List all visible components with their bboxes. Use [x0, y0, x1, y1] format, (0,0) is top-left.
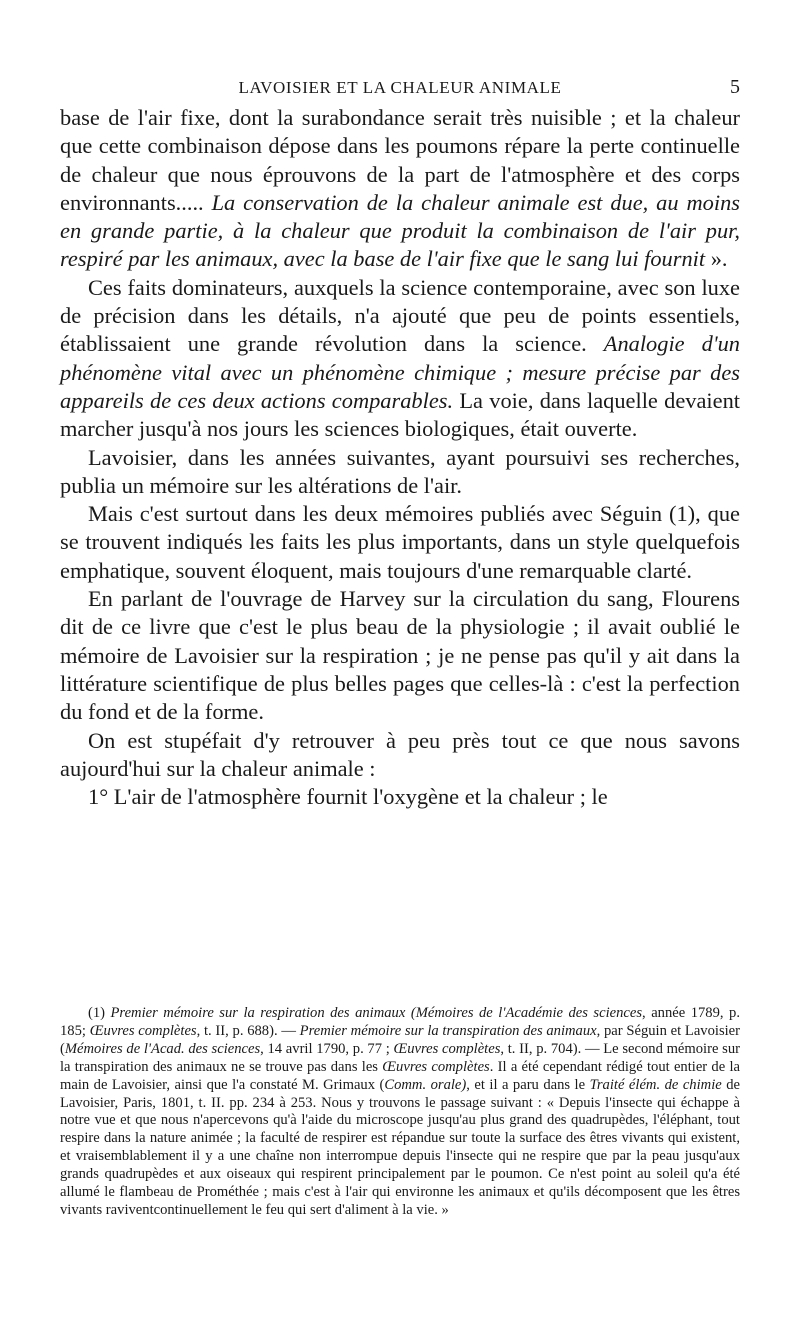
paragraph: En parlant de l'ouvrage de Harvey sur la circulation du sang, Flourens dit de ce livre que c'est le plus beau de la physiologie ; il avait oublié le mémoire de Lavoisier sur la respiration ; je ne pense pas qu'il y ait dans la littérature scientifique de plus belles pages que celles-là : c'est la perfection du fond et de la forme.	[60, 586, 740, 725]
paragraph: 1° L'air de l'atmosphère fournit l'oxygène et la chaleur ; le	[88, 784, 608, 810]
footnote-text: , et il a paru dans le	[466, 1076, 590, 1093]
footnote-italic: Comm. orale)	[384, 1076, 467, 1093]
page-header	[60, 74, 740, 104]
footnotes	[60, 1005, 740, 1220]
paragraph-text: La voie, dans laquelle devaient marcher jusqu'à nos jours les sciences biologiques, était ouverte.	[60, 387, 740, 442]
footnote-marker: (1)	[88, 1005, 111, 1021]
footnote-italic: Traité élém. de chimie	[589, 1076, 722, 1093]
paragraph-text: ».	[705, 246, 728, 272]
footnote-text: , t. II, p. 704). — Le second mémoire sur la transpiration des animaux ne se trouve pas dans les	[60, 1040, 740, 1075]
footnote-text: , année 1789, p. 185;	[60, 1005, 740, 1039]
paragraph	[60, 274, 740, 444]
footnote	[60, 1005, 740, 1220]
footnote-italic: Mémoires de l'Acad. des sciences	[64, 1040, 261, 1057]
main-text	[60, 104, 740, 811]
paragraph: Mais c'est surtout dans les deux mémoires publiés avec Séguin (1), que se trouvent indiqués les faits les plus importants, dans un style quelquefois emphatique, souvent éloquent, mais toujours d'une remarquable clarté.	[60, 501, 740, 583]
paragraph: On est stupéfait d'y retrouver à peu près tout ce que nous savons aujourd'hui sur la chaleur animale :	[60, 727, 740, 781]
footnote-text: . Il a été cependant rédigé tout entier de la main de Lavoisier, ainsi que l'a constaté M. Grimaux (	[60, 1058, 740, 1093]
footnote-italic: Premier mémoire sur la transpiration des animaux	[299, 1022, 597, 1039]
italic-passage: La conservation de la chaleur animale est due, au moins en grande partie, à la chaleur que produit la combinaison de l'air pur, respiré par les animaux, avec la base de l'air fixe que le sang lui fournit	[60, 189, 740, 272]
page-number: 5	[730, 76, 740, 98]
paragraph-text: base de l'air fixe, dont la surabondance serait très nuisible ; et la chaleur que cette combinaison dépose dans les poumons répare la perte continuelle de chaleur que nous éprouvons de la part de l'atmosphère et des corps environnants.....	[60, 105, 740, 215]
footnote-text: , t. II, p. 688). —	[196, 1022, 300, 1039]
footnote-text: de Lavoisier, Paris, 1801, t. II. pp. 234 à 253. Nous y trouvons le passage suivant : « Depuis l'insecte qui échappe à notre vue et que nous n'apercevons qu'à l'aide du microscope jusqu'au plus grand des quadrupèdes, l'éléphant, tout respire dans la nature animée ; la faculté de respirer est répandue sur toute la surface des êtres vivants qui existent, et vraisemblablement il y a une chaîne non interrompue depuis l'insecte qui ne respire que par la peau jusqu'aux grands quadrupèdes et aux oiseaux qui respirent principalement par le poumon. Ce n'est point au soleil qu'a été allumé le flambeau de Prométhée ; mais c'est à l'air qui environne les animaux et qu'ils décomposent que les êtres vivants raviventcontinuellement le feu qui sert d'aliment à la vie. »	[60, 1076, 740, 1218]
footnote-text: , par Séguin et Lavoisier (	[60, 1022, 741, 1057]
footnote-text: , 14 avril 1790, p. 77 ;	[260, 1040, 394, 1057]
footnote-italic: Œuvres complètes	[393, 1040, 501, 1057]
paragraph	[60, 104, 740, 274]
running-title: LAVOISIER ET LA CHALEUR ANIMALE	[238, 78, 562, 97]
italic-passage: Analogie d'un phénomène vital avec un phénomène chimique ; mesure précise par des appareils de ces deux actions comparables.	[60, 331, 740, 413]
paragraph: Lavoisier, dans les années suivantes, ayant poursuivi ses recherches, publia un mémoire sur les altérations de l'air.	[60, 444, 740, 498]
footnote-italic: Œuvres complètes	[382, 1058, 490, 1075]
paragraph-text: Ces faits dominateurs, auxquels la science contemporaine, avec son luxe de précision dans les détails, n'a ajouté que peu de points essentiels, établissaient une grande révolution dans la science.	[60, 274, 740, 357]
footnote-italic: Premier mémoire sur la respiration des animaux (Mémoires de l'Académie des sciences	[110, 1005, 643, 1021]
footnote-italic: Œuvres complètes	[89, 1022, 197, 1039]
